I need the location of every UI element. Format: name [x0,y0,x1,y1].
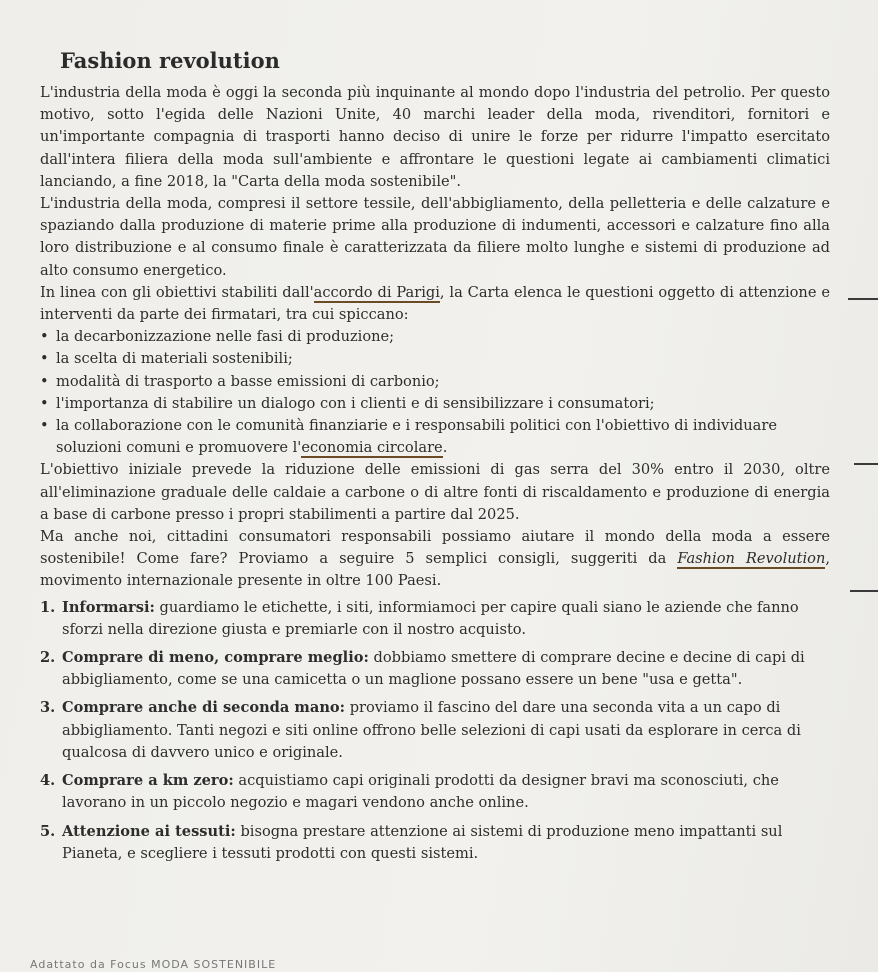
margin-note-line [854,463,878,465]
paragraph-industry: L'industria della moda, compresi il settore tessile, dell'abbigliamento, della pelletteria e delle calzature e spaziando dalla produzione di materie prime alla produzione di indumenti, accessori e calzature fino alla loro distribuzione e al consumo finale è caratterizzata da filiere molto lunghe e sistemi di produzione ad alto consumo energetico. [40,195,830,279]
source-footer: Adattato da Focus MODA SOSTENIBILE [30,958,277,971]
tip-number: 1. [40,598,56,616]
tip-lead: Comprare a km zero: [62,772,234,790]
margin-note-line [850,590,878,592]
tip-text: bisogna prestare attenzione ai sistemi di produzione meno impattanti sul Pianeta, e scegliere i tessuti prodotti con questi sistemi. [62,822,783,862]
tip-item [40,770,830,814]
list-item-text: . [442,439,448,457]
list-item [40,415,830,459]
tip-item [40,647,830,691]
tip-text: dobbiamo smettere di comprare decine e decine di capi di abbigliamento, come se una camicetta o un maglione possano essere un bene "usa e getta". [62,649,805,689]
tip-lead: Attenzione ai tessuti: [62,822,236,840]
tip-text: acquistiamo capi originali prodotti da designer bravi ma sconosciuti, che lavorano in un piccolo negozio e magari vendono anche online. [62,772,779,812]
tip-lead: Comprare di meno, comprare meglio: [62,649,369,667]
paragraph-text: Ma anche noi, cittadini consumatori responsabili possiamo aiutare il mondo della moda a essere sostenibile! Come fare? Proviamo a seguire 5 semplici consigli, suggeriti da [40,528,830,568]
list-item: • la decarbonizzazione nelle fasi di produzione; [40,326,830,348]
paragraph-text: In linea con gli obiettivi stabiliti dall' [40,283,314,301]
tip-item [40,821,830,865]
tips-list [40,597,830,865]
paragraph-text: , la Carta elenca le questioni oggetto di attenzione e interventi da parte dei firmatari, tra cui spiccano: [40,283,830,324]
tip-number: 4. [40,772,56,790]
tip-number: 3. [40,699,56,717]
circular-economy-highlight: economia circolare [301,439,443,457]
tip-item [40,697,830,764]
paragraph-charter [40,282,830,326]
paragraph-text: , movimento internazionale presente in oltre 100 Paesi. [40,550,830,590]
intro-paragraph: L'industria della moda è oggi la seconda più inquinante al mondo dopo l'industria del petrolio. Per questo motivo, sotto l'egida delle Nazioni Unite, 40 marchi leader della moda, rivenditori, fornitori e un'importante compagnia di trasporti hanno deciso di unire le forze per ridurre l'impatto esercitato dall'intera filiera della moda sull'ambiente e affrontare le questioni legate ai cambiamenti climatici lanciando, a fine 2018, la "Carta della moda sostenibile". [40,84,830,190]
tip-item [40,597,830,641]
tip-text: proviamo il fascino del dare una seconda vita a un capo di abbigliamento. Tanti negozi e siti online offrono belle selezioni di capi usati da esplorare in cerca di qualcosa di davvero unico e originale. [62,699,801,761]
list-item-text: la collaborazione con le comunità finanziarie e i responsabili politici con l'obiettivo di individuare soluzioni comuni e promuovere l' [56,417,777,457]
tip-lead: Informarsi: [62,598,155,616]
charter-issues-list [40,326,830,459]
list-item: • l'importanza di stabilire un dialogo con i clienti e di sensibilizzare i consumatori; [40,393,830,415]
paragraph-objective: L'obiettivo iniziale prevede la riduzione delle emissioni di gas serra del 30% entro il 2030, oltre all'eliminazione graduale delle caldaie a carbone o di altre fonti di riscaldamento e produzione di energia a base di carbone presso i propri stabilimenti a partire dal 2025. [40,461,830,523]
paragraph-consumers [40,526,830,593]
article-title: Fashion revolution [60,48,280,73]
article-body [40,82,830,871]
tip-lead: Comprare anche di seconda mano: [62,699,346,717]
fashion-revolution-highlight: Fashion Revolution [677,550,826,568]
list-item: • la scelta di materiali sostenibili; [40,348,830,370]
tip-number: 2. [40,649,56,667]
tip-text: guardiamo le etichette, i siti, informiamoci per capire quali siano le aziende che fanno sforzi nella direzione giusta e premiarle con il nostro acquisto. [62,598,799,638]
list-item: • modalità di trasporto a basse emissioni di carbonio; [40,371,830,393]
tip-number: 5. [40,822,56,840]
margin-note-line [848,298,878,300]
paris-agreement-highlight: accordo di Parigi [313,283,440,301]
